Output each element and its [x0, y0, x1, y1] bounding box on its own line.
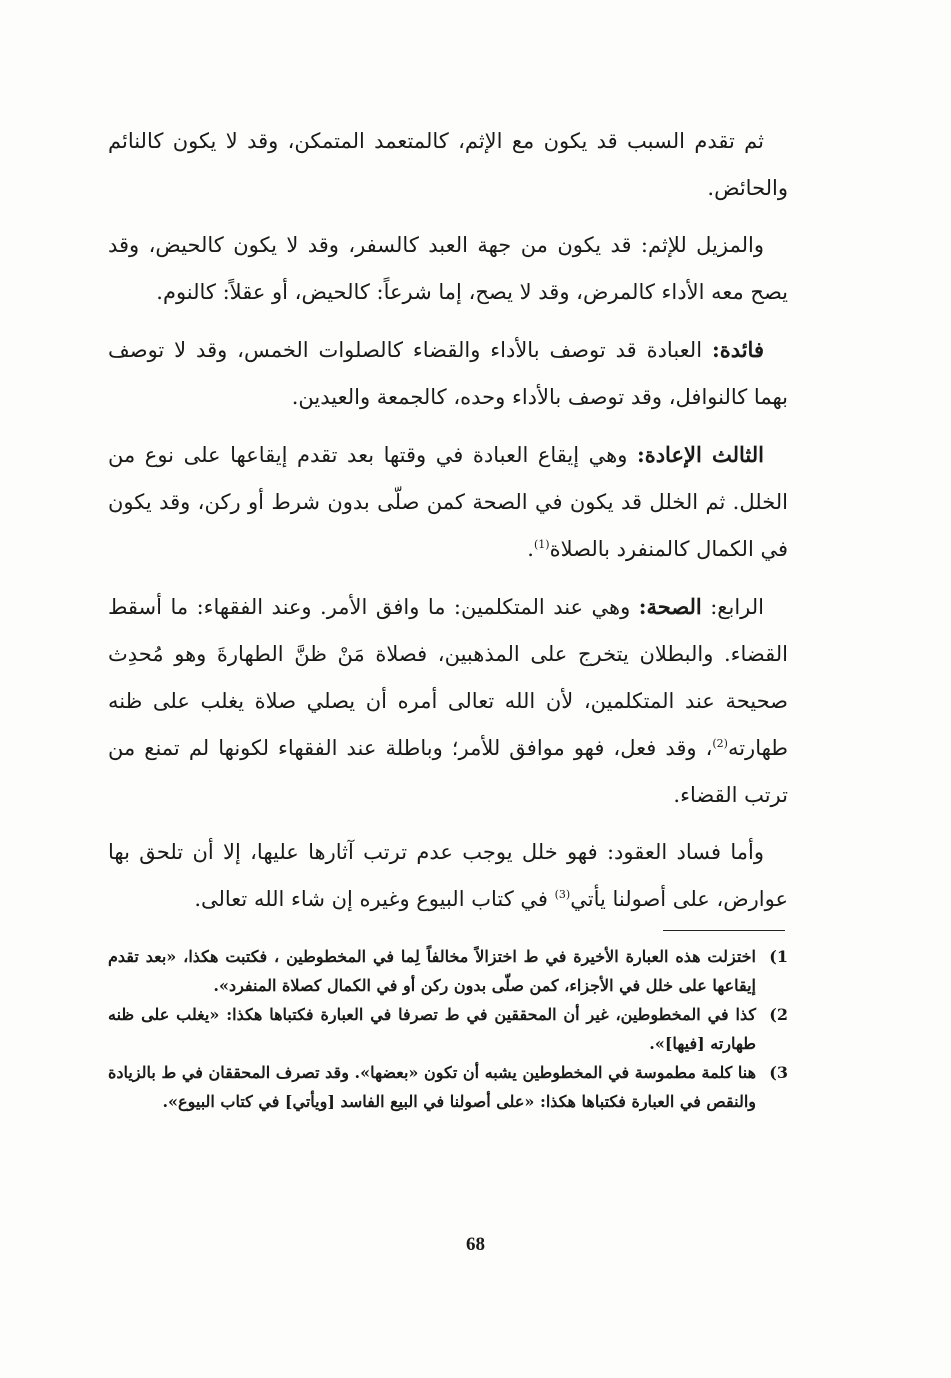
term-heading: الصحة: — [638, 594, 702, 619]
footnote-3 — [108, 1058, 788, 1116]
paragraph-end: . — [527, 537, 534, 561]
footnote-text: كذا في المخطوطين، غير أن المحققين في ط تصرفا في العبارة فكتباها هكذا: «يغلب على ظنه طهارته [فيها]». — [108, 1005, 757, 1053]
footnote-divider — [663, 930, 785, 931]
paragraph-4 — [108, 431, 788, 573]
paragraph-text: ثم تقدم السبب قد يكون مع الإثم، كالمتعمد المتمكن، وقد لا يكون كالنائم والحائض. — [108, 129, 788, 200]
paragraph-5 — [108, 583, 788, 819]
footnote-text: اختزلت هذه العبارة الأخيرة في ط اختزالاً مخالفاً لِما في المخطوطين ، فكتبت هكذا، «بعد تقدم إيقاعها على خلل في الأجزاء، كمن صلّى بدون ركن أو في الكمال كصلاة المنفرد». — [108, 947, 756, 995]
main-text — [108, 118, 788, 923]
footnote-2 — [108, 1000, 788, 1058]
footnote-ref: (2) — [712, 737, 728, 750]
paragraph-text: ، وقد فعل، فهو موافق للأمر؛ وباطلة عند الفقهاء لكونها لم تمنع من ترتب القضاء. — [108, 736, 788, 807]
paragraph-2 — [108, 222, 788, 316]
paragraph-text: العبادة قد توصف بالأداء والقضاء كالصلوات الخمس، وقد لا توصف بهما كالنوافل، وقد توصف بالأداء وحده، كالجمعة والعيدين. — [108, 338, 788, 409]
paragraph-1 — [108, 118, 788, 212]
paragraph-text: وهي عند المتكلمين: ما وافق الأمر. وعند الفقهاء: ما أسقط القضاء. والبطلان يتخرج على المذهبين، فصلاة مَنْ ظنَّ الطهارةَ وهو مُحدِث صحيحة عند المتكلمين، لأن الله تعالى أمره أن يصلي صلاة يغلب على ظنه طهارته — [108, 595, 788, 760]
page-number: 68 — [466, 1234, 485, 1255]
footnote-number: 2) — [769, 1005, 788, 1024]
section-ordinal: الرابع: — [701, 595, 764, 619]
paragraph-text: في كتاب البيوع وغيره إن شاء الله تعالى. — [194, 887, 555, 911]
footnote-1 — [108, 942, 788, 1000]
footnotes — [108, 942, 788, 1116]
term-heading: فائدة: — [711, 337, 764, 362]
footnote-number: 3) — [769, 1063, 788, 1082]
footnote-number: 1) — [769, 947, 788, 966]
term-heading: الإعادة: — [636, 442, 702, 467]
paragraph-text: والمزيل للإثم: قد يكون من جهة العبد كالسفر، وقد لا يكون كالحيض، وقد يصح معه الأداء كالمرض، وقد لا يصح، إما شرعاً: كالحيض، أو عقلاً: كالنوم. — [108, 233, 788, 304]
footnote-ref: (1) — [533, 538, 550, 551]
footnote-ref: (3) — [554, 888, 571, 901]
paragraph-6 — [108, 829, 788, 923]
section-ordinal: الثالث — [701, 442, 764, 467]
paragraph-text: وأما فساد العقود: فهو خلل يوجب عدم ترتب آثارها عليها، إلا أن تلحق بها عوارض، على أصولنا يأتي — [108, 840, 788, 911]
paragraph-3 — [108, 326, 788, 421]
footnote-text: هنا كلمة مطموسة في المخطوطين يشبه أن تكون «بعضها». وقد تصرف المحققان في ط بالزيادة والنقص في العبارة فكتباها هكذا: «على أصولنا في البيع الفاسد [ويأتي] في كتاب البيوع». — [108, 1063, 756, 1111]
paragraph-text: وهي إيقاع العبادة في وقتها بعد تقدم إيقاعها على نوع من الخلل. ثم الخلل قد يكون في الصحة كمن صلّى بدون شرط أو ركن، وقد يكون في الكمال كالمنفرد بالصلاة — [108, 443, 788, 561]
